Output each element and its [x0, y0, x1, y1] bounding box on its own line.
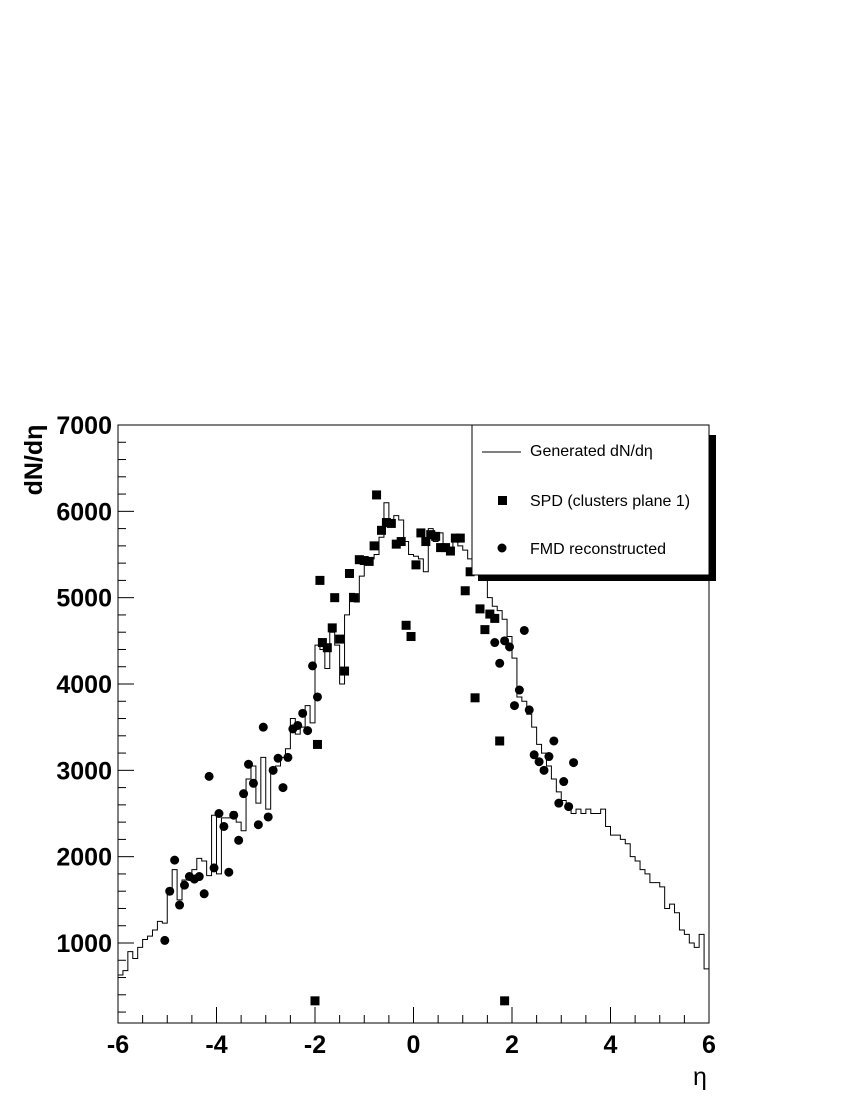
spd-point: [471, 693, 480, 702]
spd-point: [311, 996, 320, 1005]
fmd-point: [298, 709, 307, 718]
spd-point: [377, 526, 386, 535]
fmd-point: [559, 777, 568, 786]
fmd-point: [525, 705, 534, 714]
fmd-point: [554, 799, 563, 808]
y-tick-label: 4000: [56, 671, 112, 699]
spd-point: [330, 593, 339, 602]
spd-point: [475, 604, 484, 613]
spd-point: [372, 490, 381, 499]
fmd-point: [205, 772, 214, 781]
fmd-point: [278, 783, 287, 792]
spd-point: [335, 635, 344, 644]
fmd-point: [569, 758, 578, 767]
x-axis-label: η: [693, 1063, 707, 1091]
fmd-point: [200, 889, 209, 898]
x-tick-label: -6: [106, 1031, 130, 1059]
fmd-point: [210, 863, 219, 872]
fmd-point: [244, 760, 253, 769]
fmd-point: [544, 752, 553, 761]
spd-point: [365, 557, 374, 566]
spd-point: [446, 547, 455, 556]
spd-point: [328, 623, 337, 632]
fmd-point: [195, 872, 204, 881]
spd-point: [315, 576, 324, 585]
x-tick-label: -4: [205, 1031, 228, 1059]
spd-point: [411, 560, 420, 569]
spd-point: [456, 534, 465, 543]
y-tick-label: 6000: [56, 498, 112, 527]
fmd-point: [165, 887, 174, 896]
fmd-point: [510, 701, 519, 710]
spd-point: [340, 667, 349, 676]
spd-point: [370, 541, 379, 550]
fmd-point: [254, 820, 263, 829]
legend: [472, 425, 716, 581]
legend-circle-icon: [498, 544, 507, 553]
fmd-point: [535, 757, 544, 766]
spd-point: [490, 614, 499, 623]
fmd-point: [229, 811, 238, 820]
fmd-point: [219, 822, 228, 831]
y-tick-label: 1000: [56, 930, 112, 958]
fmd-point: [293, 721, 302, 730]
fmd-point: [308, 661, 317, 670]
fmd-point: [170, 856, 179, 865]
spd-point: [495, 736, 504, 745]
fmd-point: [549, 736, 558, 745]
spd-point: [431, 532, 440, 541]
x-tick-label: 2: [505, 1031, 519, 1059]
spd-point: [500, 996, 509, 1005]
spd-point: [480, 625, 489, 634]
fmd-point: [564, 802, 573, 811]
fmd-series: [160, 626, 578, 945]
fmd-point: [234, 836, 243, 845]
spd-point: [461, 586, 470, 595]
spd-point: [313, 740, 322, 749]
y-axis-label: dN/dη: [20, 424, 48, 496]
fmd-point: [490, 638, 499, 647]
fmd-point: [239, 789, 248, 798]
fmd-point: [495, 659, 504, 668]
fmd-point: [249, 779, 258, 788]
legend-label-spd: SPD (clusters plane 1): [530, 493, 691, 510]
fmd-point: [313, 692, 322, 701]
spd-point: [397, 537, 406, 546]
x-tick-label: 6: [702, 1031, 716, 1059]
x-tick-label: 0: [406, 1031, 421, 1059]
x-tick-label: -2: [303, 1031, 327, 1059]
fmd-point: [303, 726, 312, 735]
fmd-point: [264, 812, 273, 821]
spd-point: [345, 569, 354, 578]
spd-point: [323, 643, 332, 652]
fmd-point: [274, 754, 283, 763]
spd-point: [407, 632, 416, 641]
fmd-point: [259, 723, 268, 732]
fmd-point: [160, 936, 169, 945]
fmd-point: [269, 766, 278, 775]
legend-label-fmd: FMD reconstructed: [530, 541, 667, 558]
y-tick-label: 7000: [56, 412, 112, 440]
fmd-point: [175, 901, 184, 910]
fmd-point: [283, 753, 292, 762]
legend-square-icon: [498, 496, 507, 505]
fmd-point: [515, 686, 524, 695]
spd-point: [387, 519, 396, 528]
fmd-point: [520, 626, 529, 635]
fmd-point: [505, 642, 514, 651]
fmd-point: [180, 881, 189, 890]
fmd-point: [540, 766, 549, 775]
spd-point: [350, 593, 359, 602]
legend-label-generated: Generated dN/dη: [530, 443, 653, 460]
fmd-point: [224, 868, 233, 877]
fmd-point: [214, 809, 223, 818]
spd-point: [402, 621, 411, 630]
spd-point: [416, 528, 425, 537]
x-tick-label: 4: [603, 1031, 618, 1059]
y-tick-label: 3000: [56, 757, 112, 786]
y-tick-label: 2000: [56, 843, 112, 872]
y-tick-label: 5000: [56, 584, 112, 613]
